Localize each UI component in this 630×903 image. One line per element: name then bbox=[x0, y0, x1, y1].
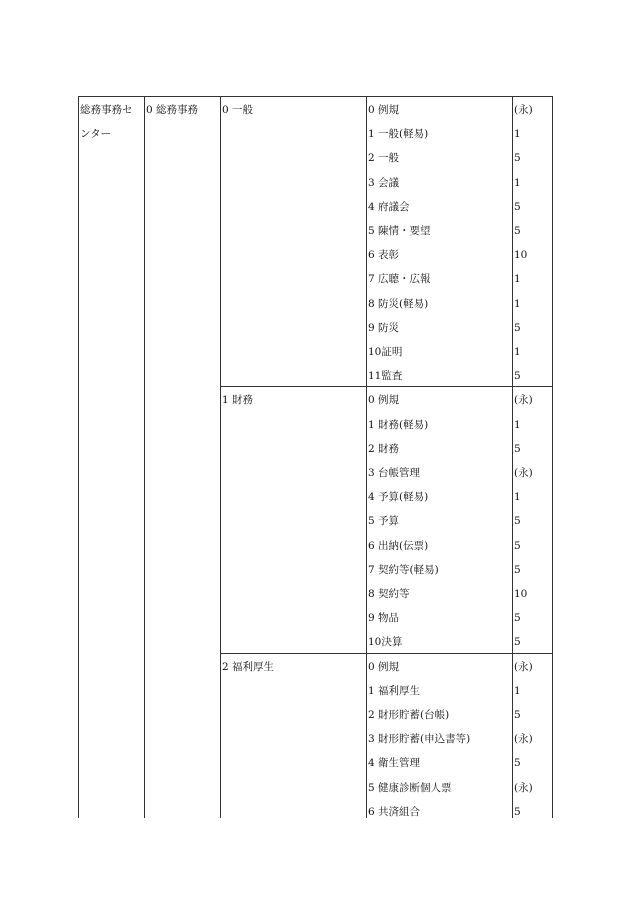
column-rule bbox=[78, 96, 79, 818]
retention-period: 1 bbox=[514, 491, 521, 504]
group-separator-rule bbox=[220, 653, 552, 654]
item-label: 3 財形貯蓄(申込書等) bbox=[368, 733, 471, 746]
column-rule bbox=[552, 96, 553, 818]
department-name-line: 総務事務セ bbox=[80, 104, 133, 116]
retention-period: 5 bbox=[514, 805, 521, 818]
department-name-line: ンター bbox=[80, 128, 112, 141]
retention-period: 5 bbox=[514, 515, 521, 528]
retention-period: 5 bbox=[514, 757, 521, 770]
retention-period: 5 bbox=[514, 225, 521, 237]
item-label: 1 一般(軽易) bbox=[368, 128, 429, 141]
item-label: 5 健康診断個人票 bbox=[368, 781, 452, 794]
group-name: 2 福利厚生 bbox=[222, 660, 275, 673]
item-label: 11監査 bbox=[368, 370, 403, 383]
retention-period: 5 bbox=[514, 321, 521, 334]
item-label: 4 府議会 bbox=[368, 200, 410, 213]
item-label: 9 防災 bbox=[368, 321, 400, 334]
item-label: 8 防災(軽易) bbox=[368, 297, 429, 310]
retention-period: 5 bbox=[514, 539, 521, 552]
retention-period: 1 bbox=[514, 346, 521, 358]
item-label: 0 例規 bbox=[368, 660, 400, 673]
item-label: 5 予算 bbox=[368, 515, 400, 528]
table-top-rule bbox=[78, 96, 552, 97]
retention-period: 5 bbox=[514, 370, 521, 383]
item-label: 3 会議 bbox=[368, 176, 400, 189]
item-label: 9 物品 bbox=[368, 612, 400, 625]
column-rule bbox=[512, 96, 513, 818]
retention-period: 1 bbox=[514, 128, 521, 141]
item-label: 7 広聴・広報 bbox=[368, 273, 431, 286]
retention-period: 10 bbox=[514, 249, 528, 262]
retention-period: 1 bbox=[514, 176, 521, 189]
retention-period: 5 bbox=[514, 612, 521, 625]
group-name: 1 財務 bbox=[222, 394, 254, 407]
item-label: 2 財務 bbox=[368, 442, 400, 455]
column-rule bbox=[220, 96, 221, 818]
retention-period: 1 bbox=[514, 297, 521, 310]
retention-period: (永) bbox=[514, 394, 533, 407]
retention-period: 1 bbox=[514, 418, 521, 431]
item-label: 10証明 bbox=[368, 346, 403, 358]
retention-period: (永) bbox=[514, 104, 533, 116]
retention-period: 1 bbox=[514, 684, 521, 697]
item-label: 2 財形貯蓄(台帳) bbox=[368, 709, 450, 721]
group-separator-rule bbox=[220, 386, 552, 387]
retention-period: (永) bbox=[514, 467, 533, 479]
group-name: 0 一般 bbox=[222, 104, 254, 116]
item-label: 5 陳情・要望 bbox=[368, 225, 431, 237]
item-label: 3 台帳管理 bbox=[368, 467, 421, 479]
item-label: 6 表彰 bbox=[368, 249, 400, 262]
retention-period: 5 bbox=[514, 200, 521, 213]
item-label: 1 財務(軽易) bbox=[368, 418, 429, 431]
retention-period: (永) bbox=[514, 660, 533, 673]
retention-period: 10 bbox=[514, 588, 528, 600]
item-label: 4 衛生管理 bbox=[368, 757, 421, 770]
retention-period: (永) bbox=[514, 733, 533, 746]
item-label: 0 例規 bbox=[368, 394, 400, 407]
retention-period: 5 bbox=[514, 442, 521, 455]
item-label: 8 契約等 bbox=[368, 588, 410, 600]
retention-period: 5 bbox=[514, 152, 521, 165]
item-label: 10決算 bbox=[368, 636, 403, 649]
retention-period: 5 bbox=[514, 563, 521, 576]
retention-period: 5 bbox=[514, 636, 521, 649]
item-label: 1 福利厚生 bbox=[368, 684, 421, 697]
retention-period: 1 bbox=[514, 273, 521, 286]
column-rule bbox=[366, 96, 367, 818]
category-name: 0 総務事務 bbox=[146, 104, 199, 116]
retention-period: (永) bbox=[514, 781, 533, 794]
column-rule bbox=[144, 96, 145, 818]
retention-period: 5 bbox=[514, 709, 521, 721]
item-label: 7 契約等(軽易) bbox=[368, 563, 439, 576]
item-label: 6 出納(伝票) bbox=[368, 539, 429, 552]
item-label: 6 共済組合 bbox=[368, 805, 421, 818]
item-label: 0 例規 bbox=[368, 104, 400, 116]
item-label: 4 予算(軽易) bbox=[368, 491, 429, 504]
item-label: 2 一般 bbox=[368, 152, 400, 165]
